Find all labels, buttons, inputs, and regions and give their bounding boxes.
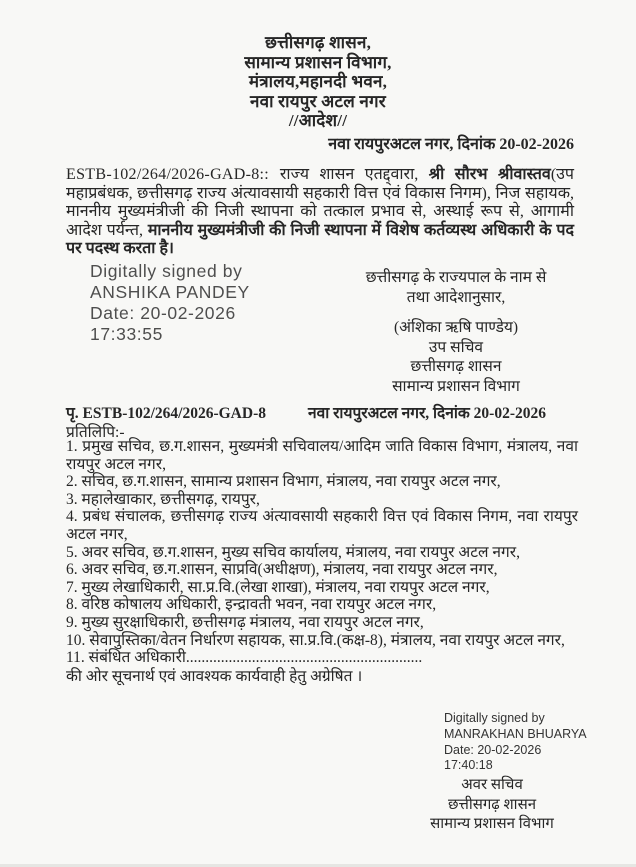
letterhead-line: छत्तीसगढ़ शासन, — [264, 33, 372, 52]
order-text-segment: राज्य शासन एतद्द्वारा, — [279, 166, 429, 183]
copy-recipient-item: 11. संबंधित अधिकारी............................................................. — [66, 649, 423, 667]
copy-recipient-item: 9. मुख्य सुरक्षाधिकारी, छत्तीसगढ़ मंत्रालय, नवा रायपुर अटल नगर, — [66, 613, 424, 631]
designation-line: सामान्य प्रशासन विभाग — [430, 816, 554, 832]
signatory-line: उप सचिव — [428, 338, 484, 356]
copies-list — [66, 438, 578, 667]
on-behalf-line: तथा आदेशानुसार, — [406, 288, 506, 306]
digital-signature-line: 17:40:18 — [444, 758, 493, 773]
on-behalf-of-governor — [326, 268, 586, 307]
forwarding-closing-line: की ओर सूचनार्थ एवं आवश्यक कार्यवाही हेतु अग्रेषित । — [66, 667, 363, 685]
order-reference-number: ESTB-102/264/2026-GAD-8:: — [66, 166, 280, 183]
signatory-designation — [326, 318, 586, 396]
digital-signature-manrakhan-bhuarya — [444, 711, 587, 774]
digital-signature-line: Date: 20-02-2026 — [90, 303, 236, 323]
copy-recipient-item: 1. प्रमुख सचिव, छ.ग.शासन, मुख्यमंत्री सचिवालय/आदिम जाति विकास विभाग, मंत्रालय, नवा रायपुर अटल नगर, — [66, 438, 578, 473]
letterhead-line: //आदेश// — [288, 111, 348, 130]
signatory-line: (अंशिका ऋषि पाण्डेय) — [393, 319, 519, 336]
copy-recipient-item: 4. प्रबंध संचालक, छत्तीसगढ़ राज्य अंत्यावसायी सहकारी वित्त एवं विकास निगम, नवा रायपुर अटल नगर, — [66, 508, 578, 543]
authority-block — [326, 268, 586, 396]
copy-recipient-item: 5. अवर सचिव, छ.ग.शासन, मुख्य सचिव कार्यालय, मंत्रालय, नवा रायपुर अटल नगर, — [66, 543, 520, 561]
order-paragraph — [66, 166, 574, 259]
copy-recipient-item: 3. महालेखाकार, छत्तीसगढ़, रायपुर, — [66, 490, 260, 508]
copy-to-label: प्रतिलिपि:- — [66, 424, 125, 441]
digital-signature-line: Date: 20-02-2026 — [444, 742, 542, 757]
copy-recipient-item: 10. सेवापुस्तिका/वेतन निर्धारण सहायक, सा.प्र.वि.(कक्ष-8), मंत्रालय, नवा रायपुर अटल नगर, — [66, 631, 565, 649]
digital-signature-line: MANRAKHAN BHUARYA — [444, 726, 587, 741]
copy-recipient-item: 2. सचिव, छ.ग.शासन, सामान्य प्रशासन विभाग, मंत्रालय, नवा रायपुर अटल नगर, — [66, 473, 501, 491]
officer-name-bold: श्री सौरभ श्रीवास्तव — [428, 166, 551, 183]
digital-signature-line: 17:33:55 — [90, 324, 163, 344]
letterhead-line: मंत्रालय,महानदी भवन, — [248, 72, 388, 91]
under-secretary-designation — [406, 776, 578, 835]
copy-recipient-item: 6. अवर सचिव, छ.ग.शासन, साप्रवि(अधीक्षण), मंत्रालय, नवा रायपुर अटल नगर, — [66, 561, 498, 579]
copy-recipient-item: 7. मुख्य लेखाधिकारी, सा.प्र.वि.(लेखा शाखा), मंत्रालय, नवा रायपुर अटल नगर, — [66, 578, 490, 596]
digital-signature-anshika-pandey — [90, 261, 250, 345]
on-behalf-line: छत्तीसगढ़ के राज्यपाल के नाम से — [365, 269, 547, 286]
copy-recipient-item: 8. वरिष्ठ कोषालय अधिकारी, इन्द्रावती भवन, नवा रायपुर अटल नगर, — [66, 596, 437, 614]
copies-list-container — [66, 438, 578, 685]
signatory-line: छत्तीसगढ़ शासन — [410, 358, 502, 375]
letterhead-line: सामान्य प्रशासन विभाग, — [244, 52, 392, 72]
endorsement-reference-number: पृ. ESTB-102/264/2026-GAD-8 — [66, 405, 266, 422]
digital-signature-line: ANSHIKA PANDEY — [90, 282, 250, 302]
endorsement-reference-row — [66, 401, 546, 423]
digital-signature-line: Digitally signed by — [444, 711, 545, 725]
place-date-line: नवा रायपुरअटल नगर, दिनांक 20-02-2026 — [328, 136, 574, 153]
designation-line: अवर सचिव — [461, 777, 523, 793]
signatory-line: सामान्य प्रशासन विभाग — [392, 377, 520, 395]
posting-clause-bold: माननीय मुख्यमंत्रीजी की निजी स्थापना में विशेष कर्तव्यस्थ अधिकारी के पद पर पदस्थ करता है। — [66, 221, 574, 258]
digital-signature-line: Digitally signed by — [90, 261, 243, 281]
endorsement-place-date: नवा रायपुरअटल नगर, दिनांक 20-02-2026 — [307, 405, 547, 422]
letterhead-line: नवा रायपुर अटल नगर — [250, 91, 386, 111]
letterhead — [0, 33, 636, 131]
designation-line: छत्तीसगढ़ शासन — [447, 796, 537, 813]
order-text-segment: (उप महाप्रबंधक, छत्तीसगढ़ राज्य अंत्यावसायी सहकारी वित्त एवं विकास निगम), निज सहायक, माननीय मुख्यमंत्रीजी की निजी स्थापना को तत्काल प्रभाव से, अस्थाई रूप से, आगामी आदेश पर्यन्त, — [66, 166, 574, 239]
